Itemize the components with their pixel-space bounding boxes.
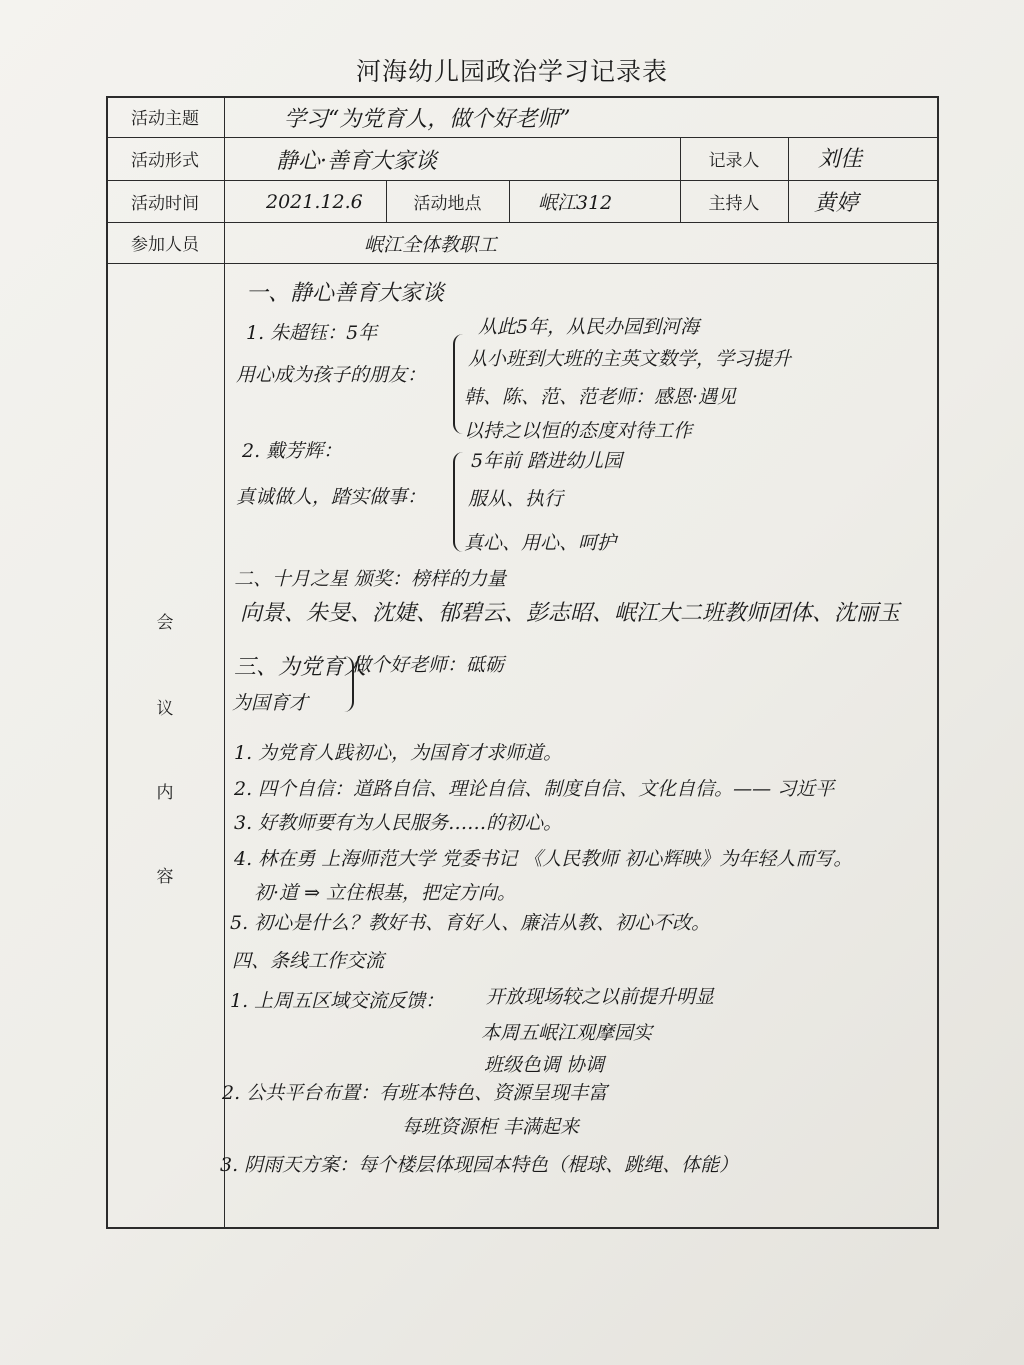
section-1-title: 一、静心善育大家谈 (246, 281, 445, 306)
s1-2-name: 2. 戴芳辉： (242, 440, 343, 462)
theme-label: 活动主题 (131, 109, 199, 129)
form-border-right (937, 96, 939, 1229)
recorder-value: 刘佳 (818, 147, 863, 172)
s4-1: 1. 上周五区域交流反馈： (230, 990, 445, 1012)
s1-1-item-3: 韩、陈、范、范老师：感恩·遇见 (464, 386, 737, 408)
s3-item-5: 5. 初心是什么？教好书、育好人、廉洁从教、初心不改。 (230, 912, 711, 934)
form-label: 活动形式 (131, 151, 199, 171)
content-label-char-2: 议 (156, 699, 174, 719)
host-value: 黄婷 (814, 191, 859, 216)
s3-item-3: 3. 好教师要有为人民服务……的初心。 (234, 812, 563, 834)
s3-item-1: 1. 为党育人践初心，为国育才求师道。 (234, 742, 563, 764)
s1-1-item-2: 从小班到大班的主英文数学，学习提升 (468, 348, 792, 370)
s4-1-item-1: 开放现场较之以前提升明显 (486, 986, 715, 1008)
time-value: 2021.12.6 (266, 191, 363, 213)
row-line-2 (106, 180, 939, 181)
location-value: 岷江312 (538, 192, 613, 214)
recorder-value-line (788, 137, 789, 222)
form-border-bottom (106, 1227, 939, 1229)
section-2-names: 向景、朱旻、沈婕、郁碧云、彭志昭、岷江大二班教师团体、沈丽玉 (240, 601, 901, 626)
s1-1-item-4: 以持之以恒的态度对待工作 (464, 420, 693, 442)
s1-2-item-3: 真心、用心、呵护 (464, 532, 617, 554)
section-3-title-c: 为国育才 (232, 692, 309, 714)
section-3-brace (344, 656, 354, 712)
form-border-top (106, 96, 939, 98)
theme-value: 学习“为党育人，做个好老师” (284, 107, 571, 132)
location-label-line-right (509, 180, 510, 222)
s4-3: 3. 阴雨天方案：每个楼层体现园本特色（棍球、跳绳、体能） (220, 1154, 739, 1176)
recorder-label: 记录人 (708, 151, 760, 171)
label-column-line (224, 96, 225, 1229)
row-line-3 (106, 222, 939, 223)
participants-label: 参加人员 (131, 235, 199, 255)
record-form (106, 96, 939, 1229)
content-label-char-4: 容 (156, 867, 174, 887)
s1-2-item-2: 服从、执行 (468, 488, 564, 510)
s4-1-item-3: 班级色调 协调 (484, 1054, 605, 1076)
s3-item-2: 2. 四个自信：道路自信、理论自信、制度自信、文化自信。—— 习近平 (234, 778, 835, 800)
form-value: 静心·善育大家谈 (276, 149, 437, 174)
participants-value: 岷江全体教职工 (364, 234, 498, 256)
time-label: 活动时间 (131, 193, 199, 214)
s1-1-summary: 用心成为孩子的朋友： (236, 364, 427, 386)
host-label: 主持人 (708, 193, 760, 214)
section-2-title: 二、十月之星 颁奖：榜样的力量 (234, 568, 507, 590)
document-title: 河海幼儿园政治学习记录表 (355, 57, 668, 86)
s1-2-summary: 真诚做人，踏实做事： (236, 486, 427, 508)
content-label-char-3: 内 (156, 783, 174, 803)
s3-item-4-sub: 初·道 ⇒ 立住根基，把定方向。 (254, 882, 517, 904)
section-3-title-b: 做个好老师：砥砺 (352, 654, 505, 676)
row-line-4 (106, 263, 939, 264)
location-label: 活动地点 (413, 193, 482, 214)
s1-1-name: 1. 朱超钰：5年 (246, 322, 378, 344)
s1-1-item-1: 从此5年，从民办园到河海 (478, 316, 700, 338)
form-border-left (106, 96, 108, 1229)
s4-1-item-2: 本周五岷江观摩园实 (481, 1022, 653, 1044)
s3-item-4: 4. 林在勇 上海师范大学 党委书记 《人民教师 初心辉映》为年轻人而写。 (234, 848, 853, 870)
s4-2: 2. 公共平台布置：有班本特色、资源呈现丰富 (222, 1082, 608, 1104)
section-4-title: 四、条线工作交流 (232, 950, 385, 972)
s1-2-item-1: 5年前 踏进幼儿园 (471, 450, 623, 472)
row-line-1 (106, 137, 939, 138)
content-label-char-1: 会 (156, 613, 174, 633)
section-3-title-a: 三、为党育人 (234, 655, 367, 680)
s4-2-b: 每班资源柜 丰满起来 (402, 1116, 580, 1138)
